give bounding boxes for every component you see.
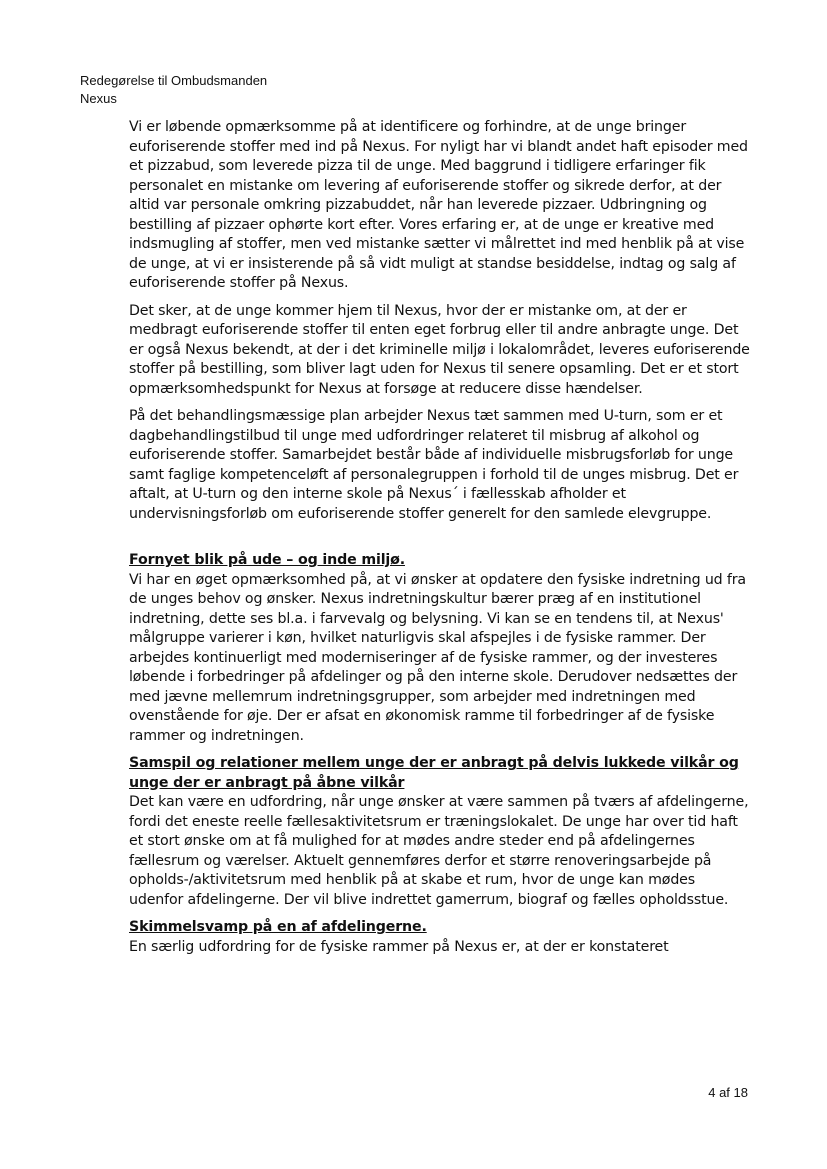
paragraph: Vi er løbende opmærksomme på at identificere og forhindre, at de unge bringer euforiserende stoffer med ind på Nexus. For nyligt har vi blandt andet haft episoder med et pizzabud, som leverede pizza til de unge. Med baggrund i tidligere erfaringer fik personalet en mistanke om levering af euforiserende stoffer og sikrede derfor, at der altid var personale omkring pizzabuddet, når han leverede pizzaer. Udbringning og bestilling af pizzaer ophørte kort efter. Vores erfaring er, at de unge er kreative med indsmugling af stoffer, men ved mistanke sætter vi målrettet ind med henblik på at vise de unge, at vi er insisterende på så vidt muligt at standse besiddelse, indtag og salg af euforiserende stoffer på Nexus. bbox=[129, 119, 748, 291]
section bbox=[129, 918, 751, 957]
section bbox=[129, 754, 751, 910]
section-heading: Skimmelsvamp på en af afdelingerne. bbox=[129, 919, 427, 935]
page-header bbox=[80, 72, 267, 108]
paragraph: På det behandlingsmæssige plan arbejder Nexus tæt sammen med U-turn, som er et dagbehandlingstilbud til unge med udfordringer relateret til misbrug af alkohol og euforiserende stoffer. Samarbejdet består både af individuelle misbrugsforløb for unge samt faglige kompetenceløft af personalegruppen i forhold til de unges misbrug. Det er aftalt, at U-turn og den interne skole på Nexus´ i fællesskab afholder et undervisningsforløb om euforiserende stoffer generelt for den samlede elevgruppe. bbox=[129, 408, 739, 522]
section-heading: Fornyet blik på ude – og inde miljø. bbox=[129, 552, 405, 568]
section-heading: Samspil og relationer mellem unge der er anbragt på delvis lukkede vilkår og unge der er anbragt på åbne vilkår bbox=[129, 755, 739, 791]
section-text: Vi har en øget opmærksomhed på, at vi ønsker at opdatere den fysiske indretning ud fra de unges behov og ønsker. Nexus indretningskultur bærer præg af en institutionel indretning, dette ses bl.a. i farvevalg og belysning. Vi kan se en tendens til, at Nexus' målgruppe varierer i køn, hvilket naturligvis skal afspejles i de fysiske rammer. Der arbejdes kontinuerligt med moderniseringer af de fysiske rammer, og der investeres løbende i forbedringer på afdelinger og på den interne skole. Derudover nedsættes der med jævne mellemrum indretningsgrupper, som arbejder med indretningen med ovenstående for øje. Der er afsat en økonomisk ramme til forbedringer af de fysiske rammer og indretningen. bbox=[129, 571, 746, 744]
header-subtitle: Nexus bbox=[80, 91, 117, 106]
section-text: Det kan være en udfordring, når unge ønsker at være sammen på tværs af afdelingerne, fordi det eneste reelle fællesaktivitetsrum er træningslokalet. De unge har over tid haft et stort ønske om at få mulighed for at mødes andre steder end på afdelingernes fællesrum og værelser. Aktuelt gennemføres derfor et større renoveringsarbejde på opholds-/aktivitetsrum med henblik på at skabe et rum, hvor de unge kan mødes udenfor afdelingerne. Der vil blive indrettet gamerrum, biograf og fælles opholdsstue. bbox=[129, 794, 749, 908]
document-body bbox=[129, 118, 751, 965]
section-text: En særlig udfordring for de fysiske rammer på Nexus er, at der er konstateret bbox=[129, 938, 669, 955]
page-number: 4 af 18 bbox=[708, 1085, 748, 1100]
paragraph: Det sker, at de unge kommer hjem til Nexus, hvor der er mistanke om, at der er medbragt euforiserende stoffer til enten eget forbrug eller til andre anbragte unge. Det er også Nexus bekendt, at der i det kriminelle miljø i lokalområdet, leveres euforiserende stoffer på bestilling, som bliver lagt uden for Nexus til senere opsamling. Det er et stort opmærksomhedspunkt for Nexus at forsøge at reducere disse hændelser. bbox=[129, 302, 750, 397]
section bbox=[129, 551, 751, 746]
header-title: Redegørelse til Ombudsmanden bbox=[80, 73, 268, 88]
